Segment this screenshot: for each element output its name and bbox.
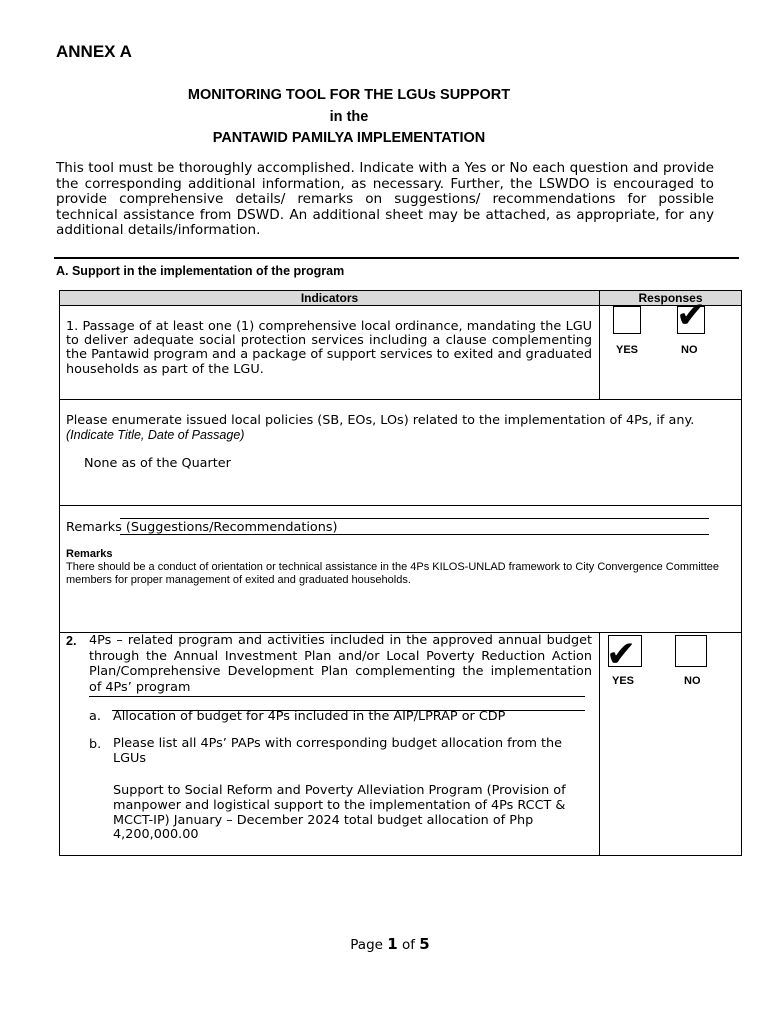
item2-yes-label: YES [612, 675, 635, 687]
item2-sub-b-marker: b. [89, 737, 102, 752]
of-word: of [401, 937, 415, 953]
item2-text: 4Ps – related program and activities included in the approved annual budget through the Annual Investment Plan and/or Local Poverty Reduction Action Plan/Comprehensive Development Plan complementing the implementation of 4Ps’ program [89, 633, 592, 695]
item2-indicator-cell [59, 632, 600, 856]
page-footer [0, 935, 768, 953]
page-total: 5 [419, 935, 430, 953]
responses-header: Responses [599, 290, 742, 306]
remarks-heading: Remarks [66, 548, 113, 560]
check-mark-icon: ✔ [676, 295, 707, 336]
indicators-header: Indicators [59, 290, 600, 306]
page-word: Page [350, 937, 383, 953]
item1-indicator-cell [59, 305, 600, 400]
item2-response-cell [599, 632, 742, 856]
item1-text: Passage of at least one (1) comprehensive local ordinance, mandating the LGU to deliver adequate social protection services including a clause complementing the Pantawid program and a package of support services to exited and graduated households as part of the LGU. [66, 319, 592, 377]
section-a-title: A. Support in the implementation of the program [56, 264, 345, 278]
policies-cell [59, 399, 742, 506]
item1-text-wrap [66, 320, 592, 377]
item2-answer: Support to Social Reform and Poverty Alleviation Program (Provision of manpower and logistical support to the implementation of 4Ps RCCT & MCCT-IP) January – December 2024 total budget allocation of Php 4,200,000.00 [113, 783, 566, 843]
item1-yes-label: YES [616, 344, 639, 356]
section-divider [54, 257, 739, 259]
annex-label: ANNEX A [56, 42, 132, 61]
item1-number: 1. [66, 319, 79, 334]
item2-underline-1 [89, 696, 585, 697]
policies-prompt: Please enumerate issued local policies (SB, EOs, LOs) related to the implementation of 4Ps, if any. [66, 413, 695, 428]
remarks-label: Remarks (Suggestions/Recommendations) [66, 520, 338, 535]
remarks-text: There should be a conduct of orientation or technical assistance in the 4Ps KILOS-UNLAD framework to City Convergence Committee members for proper management of exited and graduated households. [66, 561, 719, 586]
remarks-underline-top [120, 518, 709, 519]
item2-number: 2. [66, 634, 77, 648]
item2-no-label: NO [684, 675, 701, 687]
policies-answer: None as of the Quarter [84, 456, 231, 471]
intro-paragraph: This tool must be thoroughly accomplished. Indicate with a Yes or No each question and provide the corresponding additional information, as necessary. Further, the LSWDO is encouraged to provide comprehensive details/ remarks on suggestions/ recommendations for possible technical assistance from DSWD. An additional sheet may be attached, as appropriate, for any additional details/information. [56, 160, 714, 238]
remarks-underline-bottom [120, 534, 709, 535]
item1-no-label: NO [681, 344, 698, 356]
title-line-2: in the [329, 109, 369, 125]
item2-no-checkbox[interactable] [675, 635, 707, 667]
remarks-cell [59, 505, 742, 633]
page-number: 1 [387, 935, 398, 953]
item2-sub-a-marker: a. [89, 709, 101, 724]
title-line-3: PANTAWID PAMILYA IMPLEMENTATION [212, 130, 486, 146]
item2-sub-b: Please list all 4Ps’ PAPs with corresponding budget allocation from the LGUs [113, 736, 563, 766]
check-mark-icon: ✔ [606, 634, 637, 675]
item1-yes-checkbox[interactable] [613, 306, 641, 334]
item2-sub-a: Allocation of budget for 4Ps included in the AIP/LPRAP or CDP [113, 709, 506, 724]
title-line-1: MONITORING TOOL FOR THE LGUs SUPPORT [187, 87, 511, 103]
policies-hint: (Indicate Title, Date of Passage) [66, 428, 245, 442]
